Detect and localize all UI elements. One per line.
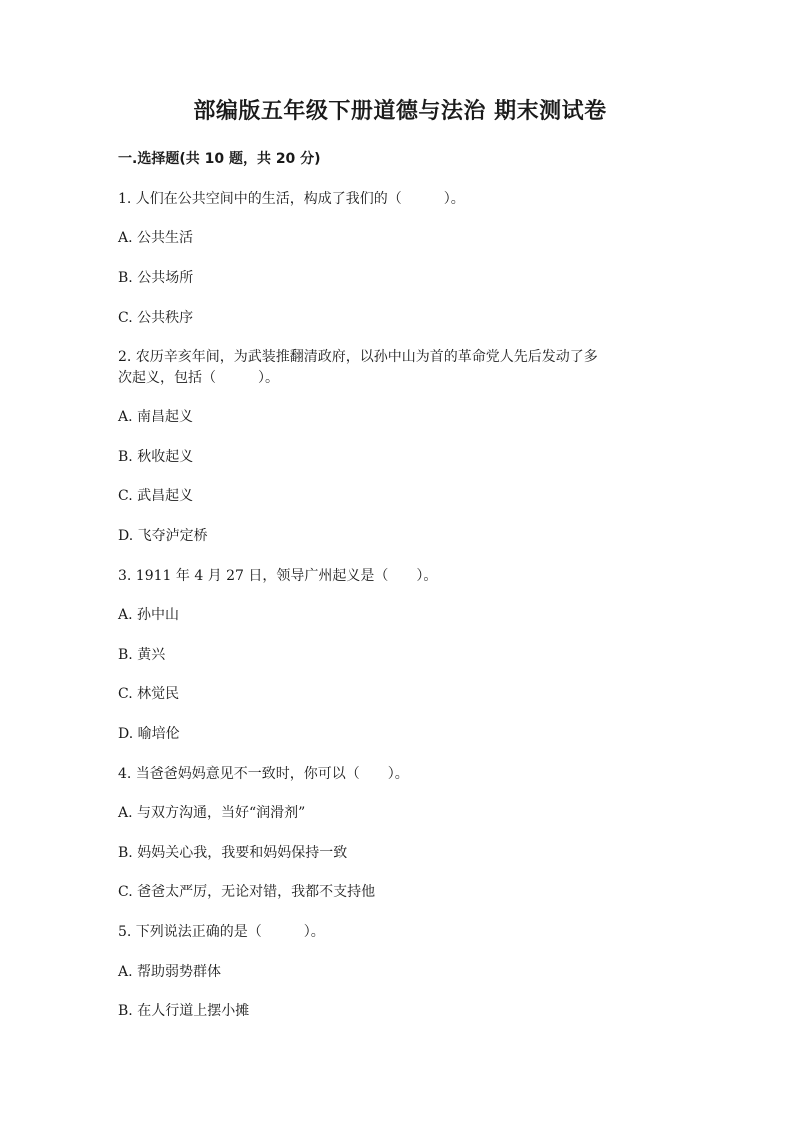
question-4-option-c: C. 爸爸太严厉，无论对错，我都不支持他 [118, 884, 376, 900]
question-2-stem-line-1: 2. 农历辛亥年间，为武装推翻清政府，以孙中山为首的革命党人先后发动了多 [118, 349, 598, 365]
question-2-option-a: A. 南昌起义 [118, 409, 194, 425]
question-2-stem-line-2: 次起义，包括（ ）。 [118, 370, 279, 386]
question-3-option-b: B. 黄兴 [118, 647, 166, 663]
question-1-stem: 1. 人们在公共空间中的生活，构成了我们的（ ）。 [118, 191, 465, 207]
question-4-option-b: B. 妈妈关心我，我要和妈妈保持一致 [118, 845, 348, 861]
question-3-option-a: A. 孙中山 [118, 607, 180, 623]
question-5-option-a: A. 帮助弱势群体 [118, 964, 222, 980]
question-2-option-c: C. 武昌起义 [118, 488, 194, 504]
question-1-option-b: B. 公共场所 [118, 270, 194, 286]
question-1-option-c: C. 公共秩序 [118, 310, 194, 326]
question-4-stem: 4. 当爸爸妈妈意见不一致时，你可以（ ）。 [118, 766, 409, 782]
question-3-stem: 3. 1911 年 4 月 27 日，领导广州起义是（ ）。 [118, 568, 438, 584]
section-heading: 一.选择题(共 10 题，共 20 分) [118, 151, 321, 167]
page-title: 部编版五年级下册道德与法治 期末测试卷 [193, 99, 607, 124]
question-5-option-b: B. 在人行道上摆小摊 [118, 1003, 250, 1019]
question-3-option-c: C. 林觉民 [118, 686, 180, 702]
question-2-option-b: B. 秋收起义 [118, 449, 194, 465]
question-2-option-d: D. 飞夺泸定桥 [118, 528, 208, 544]
question-3-option-d: D. 喻培伦 [118, 726, 180, 742]
question-4-option-a: A. 与双方沟通，当好“润滑剂” [118, 805, 306, 821]
question-5-stem: 5. 下列说法正确的是（ ）。 [118, 924, 325, 940]
question-1-option-a: A. 公共生活 [118, 230, 194, 246]
